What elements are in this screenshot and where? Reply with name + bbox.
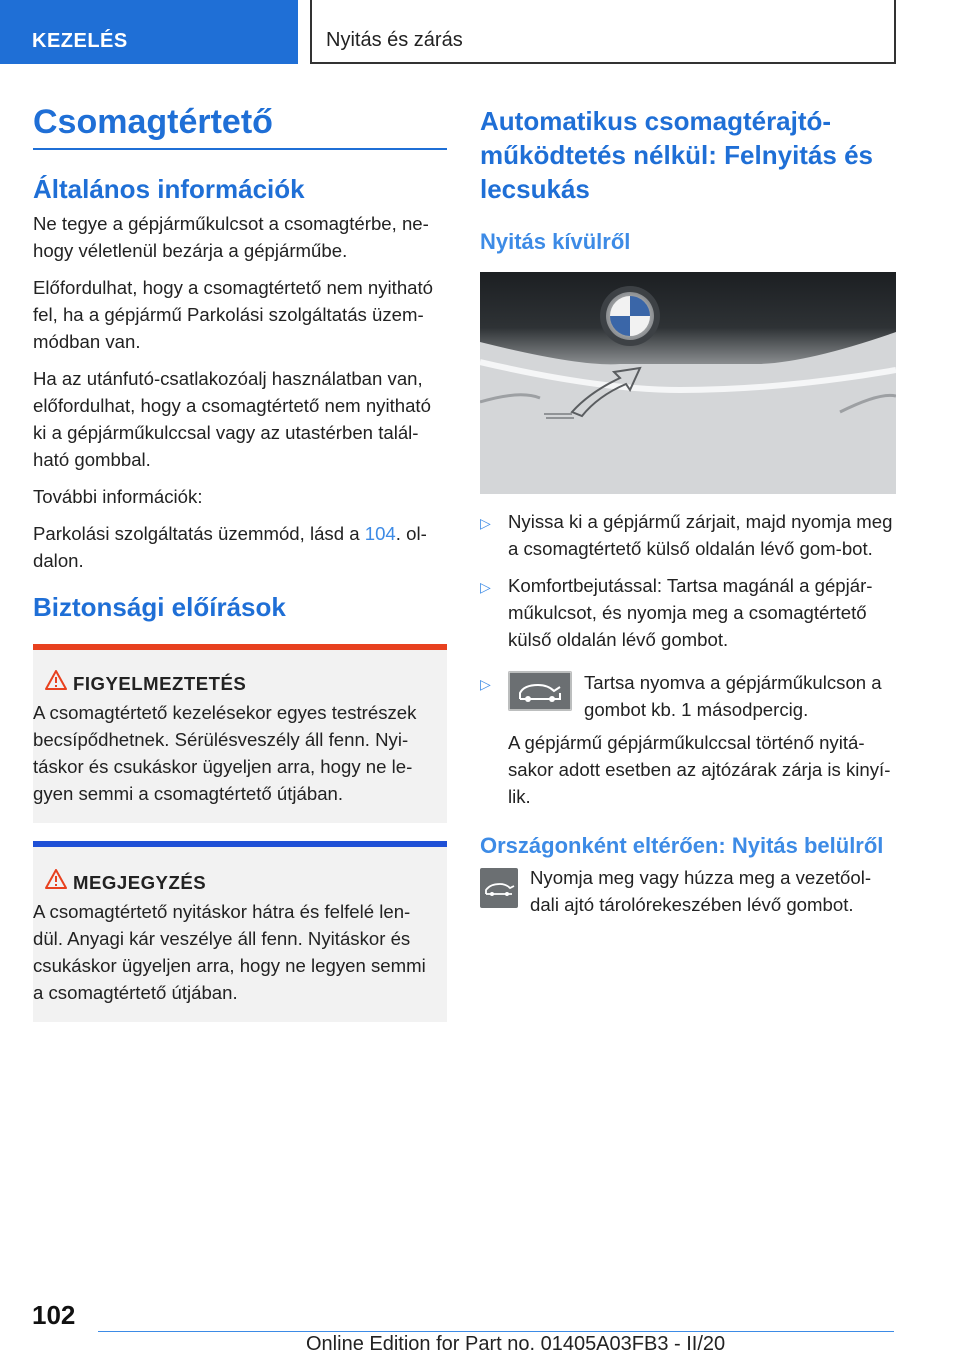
general-info-heading: Általános információk [33, 174, 305, 204]
warning-body [33, 650, 447, 823]
edition-text: Online Edition for Part no. 01405A03FB3 - II/20 [306, 1333, 726, 1355]
reference-text-end: . ol-dalon. [33, 523, 427, 571]
note-title: MEGJEGYZÉS [73, 871, 207, 893]
section-tab[interactable] [0, 0, 298, 64]
bullet-text-1: Nyissa ki a gépjármű zárjait, majd nyomja meg a csomagtértető külső oldalán lévő gom-bot. [508, 511, 893, 559]
bullet-text-2: Komfortbejutással: Tartsa magánál a gépjár-műkulcsot, és nyomja meg a csomagtértető külső oldalán lévő gombot. [508, 575, 873, 650]
page-reference-link[interactable]: 104 [364, 523, 396, 544]
general-paragraph-2: Előfordulhat, hogy a csomagtértető nem nyitható fel, ha a gépjármű Parkolási szolgáltatás üzem-módban van. [33, 277, 434, 352]
bullet-item-2 [480, 572, 896, 653]
chapter-header [310, 0, 896, 64]
note-box [33, 841, 447, 1022]
section-heading: Automatikus csomagtérajtó-működtetés nélkül: Felnyitás és lecsukás [480, 106, 874, 204]
note-body [33, 847, 447, 1022]
inside-text: Nyomja meg vagy húzza meg a vezetőol-dali ajtó tárolórekeszében lévő gombot. [530, 867, 872, 915]
caution-triangle-icon [33, 869, 73, 896]
bullet-item-3 [480, 669, 896, 810]
warning-triangle-icon [33, 670, 73, 697]
bullet-triangle-icon: ▷ [480, 676, 491, 692]
footer-divider [98, 1331, 894, 1332]
bullet-triangle-icon: ▷ [480, 515, 491, 531]
bullet-text-3: Tartsa nyomva a gépjárműkulcson a gombot kb. 1 másodpercig. [584, 672, 882, 720]
warning-title-row [33, 670, 435, 697]
left-column [33, 100, 447, 1022]
inside-instruction [480, 864, 896, 918]
page-number: 102 [32, 1300, 76, 1330]
trunk-button-illustration [480, 272, 896, 494]
bullet-3-row [508, 669, 896, 723]
warning-text: A csomagtértető kezelésekor egyes testrészek becsípődhetnek. Sérülésveszély áll fenn. Nyi-táskor és csukáskor ügyeljen arra, hogy ne le-gyen semmi a csomagtértető útjában. [33, 702, 417, 804]
car-trunk-key-icon [508, 671, 572, 711]
general-paragraph-4: További információk: [33, 486, 203, 507]
reference-text: Parkolási szolgáltatás üzemmód, lásd a [33, 523, 365, 544]
bullet-list [480, 508, 896, 810]
warning-box [33, 644, 447, 823]
trunk-photo [480, 272, 896, 494]
bullet-3-content [508, 669, 896, 810]
trunk-release-button-icon [480, 868, 518, 908]
page-title: Csomagtértető [33, 103, 273, 141]
general-paragraph-1: Ne tegye a gépjárműkulcsot a csomagtérbe, ne-hogy véletlenül bezárja a gépjárműbe. [33, 213, 429, 261]
note-text: A csomagtértető nyitáskor hátra és felfelé len-dül. Anyagi kár veszélye áll fenn. Nyitáskor és csukáskor ügyeljen arra, hogy ne legyen semmi a csomagtértető útjában. [33, 901, 426, 1003]
bullet-triangle-icon: ▷ [480, 579, 491, 595]
general-paragraph-5 [33, 520, 447, 574]
warning-title: FIGYELMEZTETÉS [73, 672, 247, 694]
section-tab-label: KEZELÉS [32, 30, 128, 52]
title-divider [33, 148, 447, 150]
open-outside-heading: Nyitás kívülről [480, 229, 631, 254]
chapter-title: Nyitás és zárás [326, 29, 463, 51]
note-title-row [33, 869, 435, 896]
general-paragraph-3: Ha az utánfutó-csatlakozóalj használatban van, előfordulhat, hogy a csomagtértető nem nyitható ki a gépjárműkulccsal vagy az utastérben talál-ható gombbal. [33, 368, 431, 470]
bullet-3-followup: A gépjármű gépjárműkulccsal történő nyitá-sakor adott esetben az ajtózárak zárja is kinyí-lik. [508, 732, 891, 807]
bullet-item-1 [480, 508, 896, 562]
right-column [480, 100, 896, 918]
safety-heading: Biztonsági előírások [33, 592, 286, 622]
open-inside-heading: Országonként eltérően: Nyitás belülről [480, 833, 884, 858]
